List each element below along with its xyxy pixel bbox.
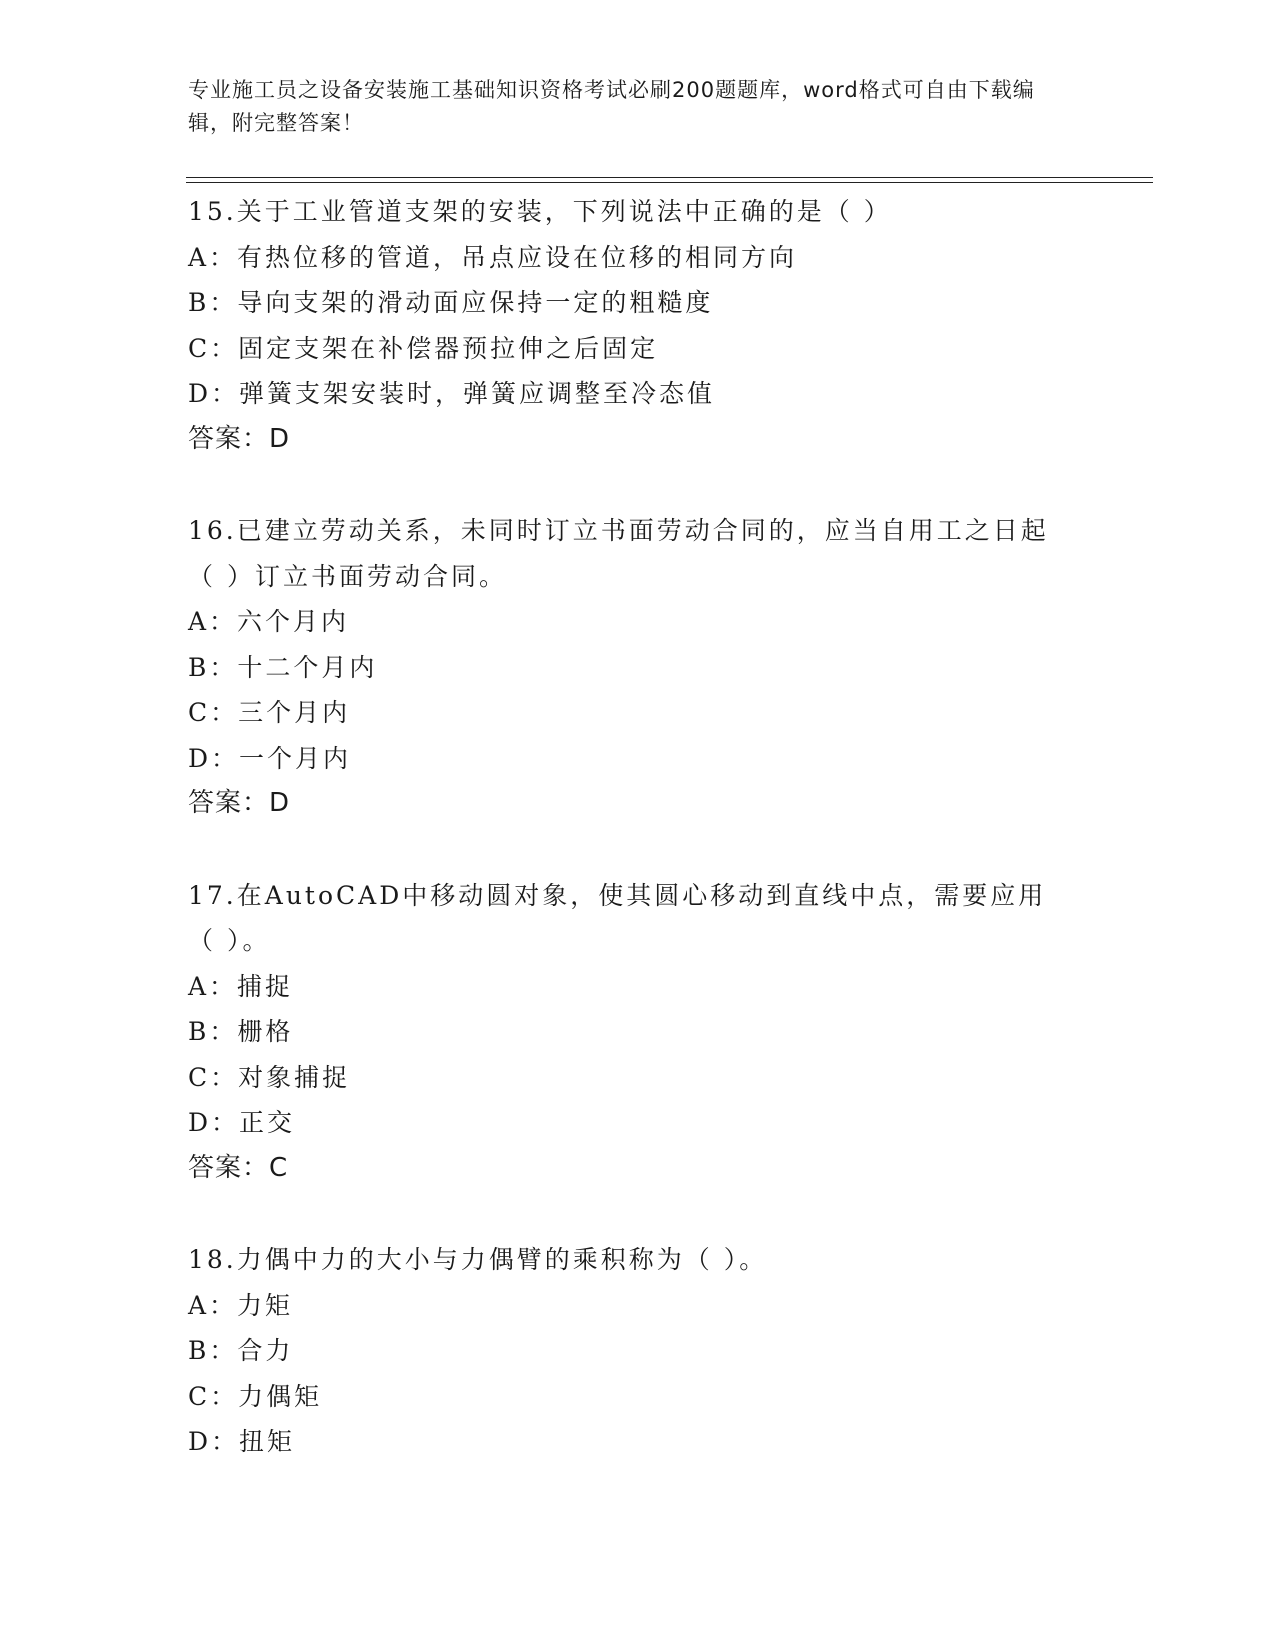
option-d: D：弹簧支架安装时，弹簧应调整至冷态值: [188, 379, 716, 408]
document-header: 专业施工员之设备安装施工基础知识资格考试必刷200题题库，word格式可自由下载编辑，附完整答案！: [188, 78, 1035, 135]
answer-label: 答案：D: [188, 788, 291, 818]
option-b: B：十二个月内: [188, 652, 378, 682]
option-c: C：固定支架在补偿器预拉伸之后固定: [188, 333, 659, 363]
question-15: [188, 189, 1088, 462]
answer-label: 答案：D: [188, 423, 291, 454]
header-rule-bottom: [186, 182, 1153, 183]
option-d: D：一个月内: [188, 743, 352, 773]
option-a: A：有热位移的管道，吊点应设在位移的相同方向: [188, 242, 798, 272]
option-a: A：捕捉: [188, 971, 294, 1001]
option-a: A：六个月内: [188, 607, 350, 636]
option-c: C：力偶矩: [188, 1381, 323, 1411]
question-16: [188, 508, 1088, 827]
question-18: [188, 1237, 1088, 1465]
question-stem: 16.已建立劳动关系，未同时订立书面劳动合同的，应当自用工之日起（ ）订立书面劳动合同。: [188, 516, 1049, 591]
answer-label: 答案：C: [188, 1152, 289, 1183]
question-stem: 15.关于工业管道支架的安装，下列说法中正确的是（ ）: [188, 197, 892, 226]
question-list: [188, 189, 1088, 1511]
option-c: C：对象捕捉: [188, 1062, 351, 1092]
header-rule-top: [186, 177, 1153, 178]
question-17: [188, 873, 1088, 1192]
option-b: B：合力: [188, 1336, 294, 1365]
option-d: D：正交: [188, 1108, 296, 1137]
option-d: D：扭矩: [188, 1427, 296, 1456]
question-stem: 17.在AutoCAD中移动圆对象，使其圆心移动到直线中点，需要应用（ ）。: [188, 880, 1047, 955]
option-b: B：导向支架的滑动面应保持一定的粗糙度: [188, 288, 714, 317]
question-stem: 18.力偶中力的大小与力偶臂的乘积称为（ ）。: [188, 1245, 768, 1274]
option-a: A：力矩: [188, 1290, 294, 1320]
option-c: C：三个月内: [188, 698, 351, 727]
option-b: B：栅格: [188, 1017, 294, 1046]
